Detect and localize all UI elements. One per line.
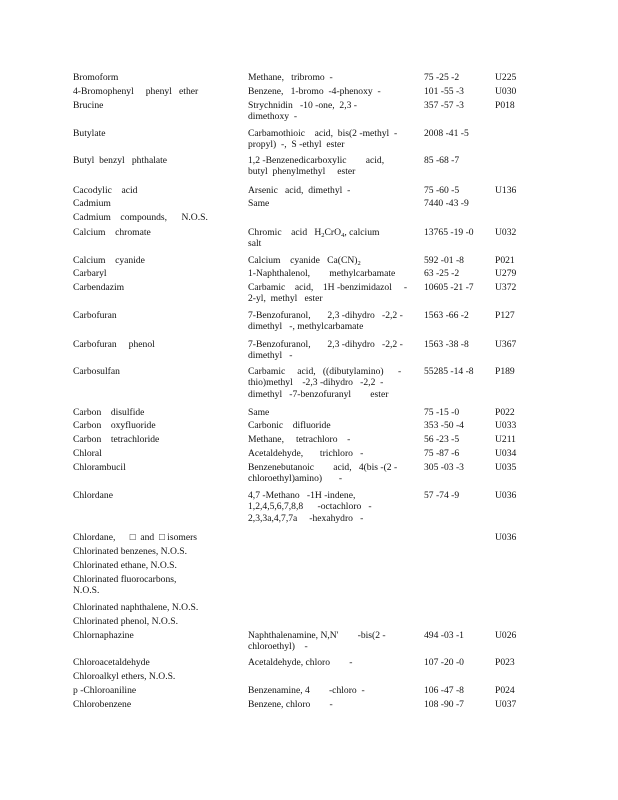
cas-number: 1563 -66 -2 xyxy=(424,310,469,321)
chemical-synonym: Same xyxy=(248,198,270,209)
waste-code: U026 xyxy=(495,630,517,641)
chemical-synonym: Naphthalenamine, N,N' -bis(2 - chloroethyl) - xyxy=(248,630,386,653)
chemical-name: Chlordane, □ and □ isomers xyxy=(73,532,198,543)
cas-number: 57 -74 -9 xyxy=(424,490,460,501)
cas-number: 56 -23 -5 xyxy=(424,434,460,445)
chemical-name: Butyl benzyl phthalate xyxy=(73,155,168,166)
chemical-name: p -Chloroaniline xyxy=(73,685,137,696)
synonym-text: , calcium salt xyxy=(248,227,380,250)
cas-number: 494 -03 -1 xyxy=(424,630,464,641)
chemical-synonym: 1,2 -Benzenedicarboxylic acid, butyl phenylmethyl ester xyxy=(248,155,385,178)
chemical-name: Carbon tetrachloride xyxy=(73,434,160,445)
chemical-synonym: Benzene, 1-bromo -4-phenoxy - xyxy=(248,86,381,97)
cas-number: 63 -25 -2 xyxy=(424,268,460,279)
chemical-synonym: Methane, tetrachloro - xyxy=(248,434,351,445)
chemical-name: Brucine xyxy=(73,100,104,111)
subscript: 4 xyxy=(341,232,345,239)
synonym-text: Chromic acid H xyxy=(248,227,322,238)
chemical-name: Chloroalkyl ethers, N.O.S. xyxy=(73,671,176,682)
chemical-name: Cadmium compounds, N.O.S. xyxy=(73,212,208,223)
cas-number: 592 -01 -8 xyxy=(424,255,464,266)
cas-number: 353 -50 -4 xyxy=(424,420,464,431)
waste-code: U036 xyxy=(495,490,517,501)
cas-number: 7440 -43 -9 xyxy=(424,198,469,209)
cas-number: 75 -60 -5 xyxy=(424,185,460,196)
waste-code: U225 xyxy=(495,72,517,83)
chemical-synonym: 1-Naphthalenol, methylcarbamate xyxy=(248,268,396,279)
chemical-synonym: 7-Benzofuranol, 2,3 -dihydro -2,2 - dimethyl -, methylcarbamate xyxy=(248,310,403,333)
chemical-synonym: Strychnidin -10 -one, 2,3 - dimethoxy - xyxy=(248,100,357,123)
chemical-name: Chlorinated benzenes, N.O.S. xyxy=(73,546,188,557)
chemical-name: Chlorobenzene xyxy=(73,699,132,710)
chemical-name: Chlorinated fluorocarbons, N.O.S. xyxy=(73,574,177,597)
cas-number: 75 -87 -6 xyxy=(424,448,460,459)
waste-code: P021 xyxy=(495,255,515,266)
chemical-synonym xyxy=(248,255,420,266)
chemical-synonym: Methane, tribromo - xyxy=(248,72,333,83)
chemical-name: Chlordane xyxy=(73,490,113,501)
cas-number: 101 -55 -3 xyxy=(424,86,464,97)
chemical-name: Chloral xyxy=(73,448,102,459)
chemical-name: Chlorinated naphthalene, N.O.S. xyxy=(73,602,199,613)
waste-code: U136 xyxy=(495,185,517,196)
waste-code: U035 xyxy=(495,462,517,473)
chemical-name: Carbaryl xyxy=(73,268,107,279)
chemical-name: Bromoform xyxy=(73,72,119,83)
chemical-name: Chloroacetaldehyde xyxy=(73,657,150,668)
cas-number: 1563 -38 -8 xyxy=(424,339,469,350)
cas-number: 10605 -21 -7 xyxy=(424,282,474,293)
cas-number: 305 -03 -3 xyxy=(424,462,464,473)
waste-code: U372 xyxy=(495,282,517,293)
chemical-name: Chlorinated phenol, N.O.S. xyxy=(73,616,178,627)
subscript: 2 xyxy=(357,260,361,267)
waste-code: P023 xyxy=(495,657,515,668)
chemical-name: Chlornaphazine xyxy=(73,630,134,641)
subscript: 2 xyxy=(321,232,325,239)
cas-number: 75 -25 -2 xyxy=(424,72,460,83)
chemical-synonym: Carbamic acid, ((dibutylamino) - thio)methyl -2,3 -dihydro -2,2 - dimethyl -7-benzofuranyl ester xyxy=(248,366,402,400)
waste-code: U033 xyxy=(495,420,517,431)
chemical-name: 4-Bromophenyl phenyl ether xyxy=(73,86,199,97)
waste-code: U211 xyxy=(495,434,516,445)
waste-code: U030 xyxy=(495,86,517,97)
chemical-name: Carbofuran phenol xyxy=(73,339,155,350)
chemical-synonym: Acetaldehyde, trichloro - xyxy=(248,448,364,459)
cas-number: 55285 -14 -8 xyxy=(424,366,474,377)
cas-number: 357 -57 -3 xyxy=(424,100,464,111)
chemical-name: Carbendazim xyxy=(73,282,125,293)
waste-code: P018 xyxy=(495,100,515,111)
chemical-synonym xyxy=(248,227,420,250)
chemical-synonym: Benzenebutanoic acid, 4(bis -(2 - chloroethyl)amino) - xyxy=(248,462,398,485)
waste-code: U279 xyxy=(495,268,517,279)
cas-number: 106 -47 -8 xyxy=(424,685,464,696)
cas-number: 107 -20 -0 xyxy=(424,657,464,668)
chemical-synonym: Carbamic acid, 1H -benzimidazol - 2-yl, methyl ester xyxy=(248,282,408,305)
chemical-name: Chlorambucil xyxy=(73,462,126,473)
chemical-synonym: Same xyxy=(248,407,270,418)
chemical-synonym: Arsenic acid, dimethyl - xyxy=(248,185,351,196)
chemical-name: Butylate xyxy=(73,128,106,139)
chemical-name: Carbon oxyfluoride xyxy=(73,420,156,431)
cas-number: 108 -90 -7 xyxy=(424,699,464,710)
waste-code: U367 xyxy=(495,339,517,350)
cas-number: 2008 -41 -5 xyxy=(424,128,469,139)
chemical-name: Calcium chromate xyxy=(73,227,151,238)
chemical-name: Carbofuran xyxy=(73,310,117,321)
chemical-name: Carbon disulfide xyxy=(73,407,145,418)
waste-code: U032 xyxy=(495,227,517,238)
waste-code: U036 xyxy=(495,532,517,543)
chemical-synonym: 7-Benzofuranol, 2,3 -dihydro -2,2 - dimethyl - xyxy=(248,339,403,362)
waste-code: P127 xyxy=(495,310,515,321)
chemical-synonym: 4,7 -Methano -1H -indene, 1,2,4,5,6,7,8,8 -octachloro - 2,3,3a,4,7,7a -hexahydro - xyxy=(248,490,372,524)
chemical-synonym: Carbonic difluoride xyxy=(248,420,331,431)
cas-number: 85 -68 -7 xyxy=(424,155,460,166)
waste-code: P189 xyxy=(495,366,515,377)
chemical-synonym: Benzene, chloro - xyxy=(248,699,333,710)
cas-number: 75 -15 -0 xyxy=(424,407,460,418)
chemical-name: Cadmium xyxy=(73,198,111,209)
synonym-text: Calcium cyanide Ca(CN) xyxy=(248,255,358,266)
waste-code: U037 xyxy=(495,699,517,710)
chemical-synonym: Carbamothioic acid, bis(2 -methyl - propyl) -, S -ethyl ester xyxy=(248,128,398,151)
chemical-name: Cacodylic acid xyxy=(73,185,138,196)
chemical-synonym: Acetaldehyde, chloro - xyxy=(248,657,353,668)
chemical-name: Carbosulfan xyxy=(73,366,120,377)
waste-code: P024 xyxy=(495,685,515,696)
cas-number: 13765 -19 -0 xyxy=(424,227,474,238)
waste-code: U034 xyxy=(495,448,517,459)
chemical-name: Chlorinated ethane, N.O.S. xyxy=(73,560,177,571)
waste-code: P022 xyxy=(495,407,515,418)
chemical-name: Calcium cyanide xyxy=(73,255,145,266)
synonym-text: CrO xyxy=(324,227,342,238)
chemical-synonym: Benzenamine, 4 -chloro - xyxy=(248,685,365,696)
